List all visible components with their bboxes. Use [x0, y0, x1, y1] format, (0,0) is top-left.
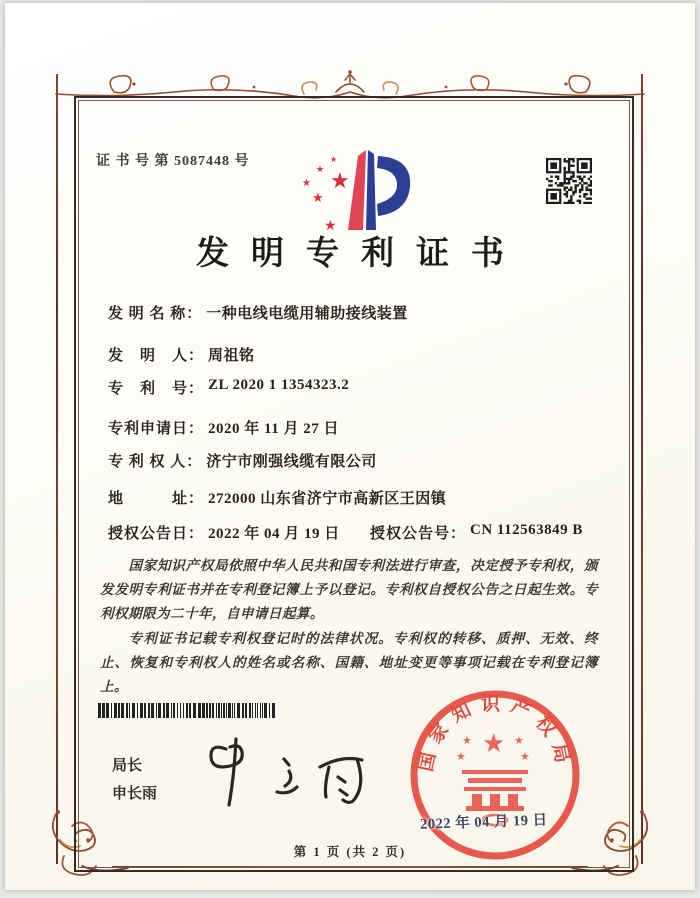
- border-right-line: [641, 74, 643, 864]
- legal-text: [100, 554, 598, 699]
- field-address: [108, 487, 446, 508]
- legal-paragraph-1: 国家知识产权局依照中华人民共和国专利法进行审查，决定授予专利权，颁发发明专利证书并在专利登记簿上予以登记。专利权自授权公告之日起生效。专利权期限为二十年，自申请日起算。: [100, 558, 598, 622]
- field-label: 专 利 号：: [108, 381, 205, 397]
- svg-text:★: ★: [330, 168, 350, 193]
- field-patentee: [108, 450, 377, 471]
- svg-text:★: ★: [482, 729, 506, 758]
- field-grant-date: [108, 522, 340, 543]
- field-invention-name: [108, 302, 408, 323]
- director-title: 局长: [112, 758, 143, 774]
- seal-agency-arc-text: 国家知识产权局: [415, 693, 575, 774]
- cnipa-logo-icon: [286, 144, 436, 238]
- field-grant-number: [370, 522, 583, 543]
- page-footer: 第 1 页 (共 2 页): [293, 845, 407, 859]
- svg-text:★: ★: [316, 164, 325, 174]
- field-patent-number: [108, 377, 349, 398]
- svg-text:★: ★: [456, 751, 466, 763]
- director-signature: [192, 733, 382, 815]
- field-label: 发 明 人：: [108, 348, 205, 364]
- director-block: [112, 752, 157, 808]
- field-label: 专利申请日：: [108, 421, 205, 437]
- field-value: 272000 山东省济宁市高新区王因镇: [208, 491, 447, 507]
- field-inventor: [108, 344, 255, 365]
- field-value: ZL 2020 1 1354323.2: [208, 377, 350, 393]
- svg-text:★: ★: [302, 178, 311, 189]
- field-label: 发 明 名 称：: [108, 306, 203, 322]
- field-label: 授权公告日：: [108, 526, 205, 542]
- barcode: [98, 703, 280, 718]
- director-name: 申长雨: [112, 786, 158, 802]
- field-label: 专 利 权 人：: [108, 454, 203, 470]
- agency-seal: [406, 686, 584, 864]
- field-value: 2020 年 11 月 27 日: [208, 421, 339, 437]
- svg-text:★: ★: [514, 735, 524, 747]
- field-filing-date: [108, 417, 339, 438]
- svg-text:★: ★: [462, 735, 472, 747]
- field-value: 2022 年 04 月 19 日: [208, 526, 340, 542]
- field-label: 地 址：: [108, 491, 205, 507]
- certificate-title: 发明专利证书: [196, 236, 526, 272]
- legal-paragraph-2: 专利证书记载专利权登记时的法律状况。专利权的转移、质押、无效、终止、恢复和专利权人的姓名或名称、国籍、地址变更等事项记载在专利登记簿上。: [100, 630, 598, 694]
- field-value: 一种电线电缆用辅助接线装置: [206, 306, 408, 322]
- field-value: CN 112563849 B: [470, 522, 583, 538]
- svg-text:★: ★: [324, 219, 337, 234]
- seal-date-stamp: 2022 年 04 月 19 日: [419, 812, 548, 833]
- svg-text:★: ★: [330, 155, 338, 164]
- field-label: 授权公告号：: [370, 526, 467, 542]
- field-value: 济宁市刚强线缆有限公司: [206, 454, 377, 470]
- border-left-line: [56, 74, 58, 864]
- svg-text:★: ★: [520, 751, 530, 763]
- certificate-number: 证 书 号 第 5087448 号: [96, 154, 250, 169]
- svg-text:★: ★: [312, 190, 324, 205]
- field-value: 周祖铭: [208, 348, 255, 364]
- qr-code-icon: [546, 158, 592, 204]
